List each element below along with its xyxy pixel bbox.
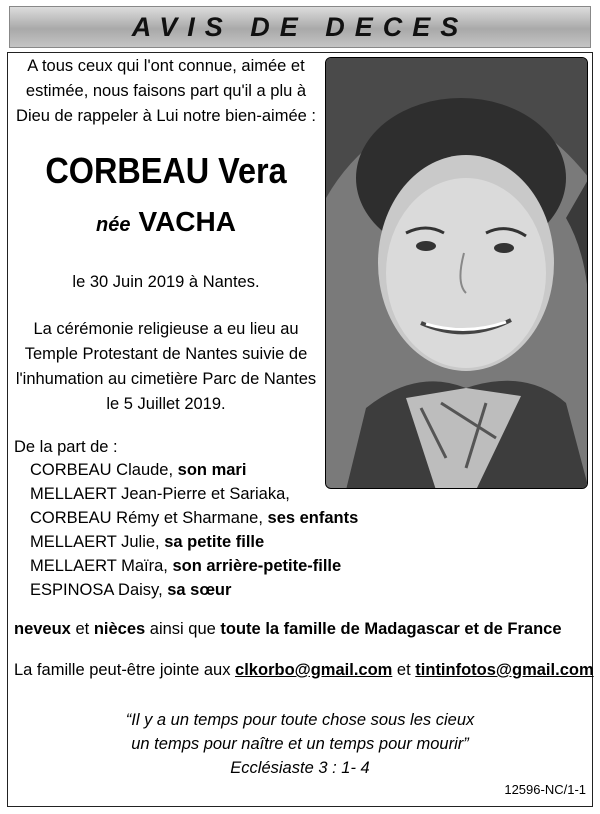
- family-member: CORBEAU Rémy et Sharmane, ses enfants: [30, 509, 359, 527]
- nee-label: née: [96, 214, 131, 236]
- ceremony-text: La cérémonie religieuse a eu lieu au Temple Protestant de Nantes suivie de l'inhumation au cimetière Parc de Nantes le 5 Juillet 2019.: [15, 320, 317, 413]
- family-member: MELLAERT Maïra, son arrière-petite-fille: [30, 557, 342, 575]
- death-date: le 30 Juin 2019 à Nantes.: [72, 273, 260, 291]
- family-intro: De la part de :: [14, 438, 118, 456]
- portrait-photo: [325, 57, 588, 489]
- intro-text: A tous ceux qui l'ont connue, aimée et estimée, nous faisons part qu'il a plu à Dieu de rappeler à Lui notre bien-aimée :: [16, 57, 316, 125]
- family-member: MELLAERT Jean-Pierre et Sariaka,: [30, 485, 290, 503]
- family-member: MELLAERT Julie, sa petite fille: [30, 533, 265, 551]
- maiden-name: née VACHA: [96, 206, 236, 237]
- email-link-1[interactable]: clkorbo@gmail.com: [235, 661, 393, 679]
- banner-title: AVIS DE DECES: [131, 11, 469, 42]
- email-link-2[interactable]: tintinfotos@gmail.com: [415, 661, 594, 679]
- reference-code: 12596-NC/1-1: [504, 782, 586, 797]
- deceased-name: CORBEAU Vera: [45, 150, 287, 191]
- bible-quote: “Il y a un temps pour toute chose sous les cieux un temps pour naître et un temps pour mourir” Ecclésiaste 3 : 1- 4: [125, 711, 475, 777]
- extended-family: neveux et nièces ainsi que toute la famille de Madagascar et de France: [14, 620, 562, 638]
- header-banner: [9, 6, 591, 48]
- family-member: CORBEAU Claude, son mari: [30, 461, 247, 479]
- contact-line: La famille peut-être jointe aux clkorbo@gmail.com et tintinfotos@gmail.com: [14, 661, 594, 679]
- family-member: ESPINOSA Daisy, sa sœur: [30, 581, 232, 599]
- portrait-illustration: [326, 58, 588, 489]
